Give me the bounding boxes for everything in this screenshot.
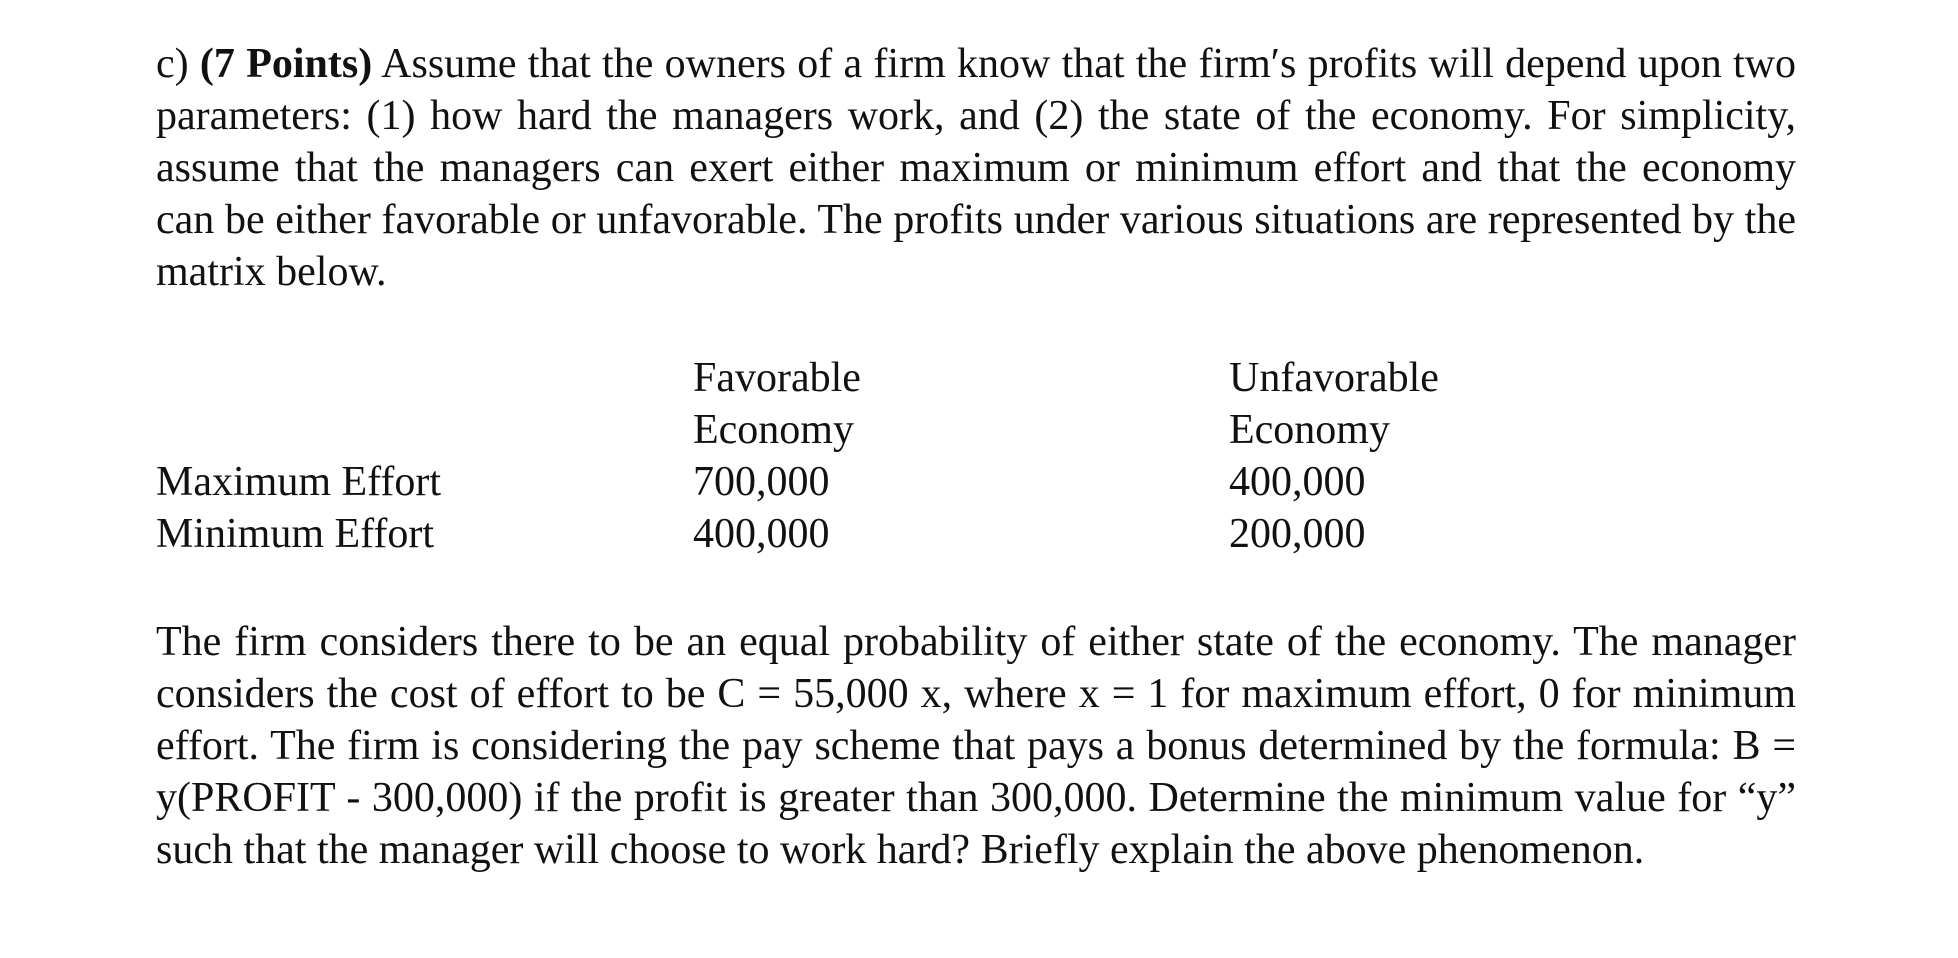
question-points: (7 Points) [199,41,373,87]
value-max-unfavorable: 400,000 [1229,459,1366,505]
row-label-maximum-effort: Maximum Effort [156,459,442,505]
value-max-favorable: 700,000 [693,459,830,505]
row-label-minimum-effort: Minimum Effort [156,511,435,557]
matrix-header-row-2 [156,404,1456,456]
matrix-row-maximum-effort [156,456,1456,508]
header-favorable-economy: Economy [693,407,854,453]
question-intro-text: Assume that the owners of a firm know that the firm′s profits will depend upon two parameters: (1) how hard the managers work, and (2) the state of the economy. For simplicity, assume that the managers can exert either maximum or minimum effort and that the economy can be either favorable or unfavorable. The profits under various situations are represented by the matrix below. [156,41,1796,295]
question-intro-paragraph [156,38,1796,298]
matrix-header-row-1 [156,352,1456,404]
followup-paragraph: The firm considers there to be an equal probability of either state of the economy. The manager considers the cost of effort to be C = 55,000 x, where x = 1 for maximum effort, 0 for minimum effort. The firm is considering the pay scheme that pays a bonus determined by the formula: B = y(PROFIT - 300,000) if the profit is greater than 300,000. Determine the minimum value for “y” such that the manager will choose to work hard? Briefly explain the above phenomenon. [156,619,1796,873]
header-unfavorable-economy: Economy [1229,407,1390,453]
header-unfavorable: Unfavorable [1229,355,1439,401]
profit-matrix [156,352,1456,560]
header-favorable: Favorable [693,355,861,401]
question-label: c) [156,41,189,87]
matrix-row-minimum-effort [156,508,1456,560]
value-min-unfavorable: 200,000 [1229,511,1366,557]
value-min-favorable: 400,000 [693,511,830,557]
